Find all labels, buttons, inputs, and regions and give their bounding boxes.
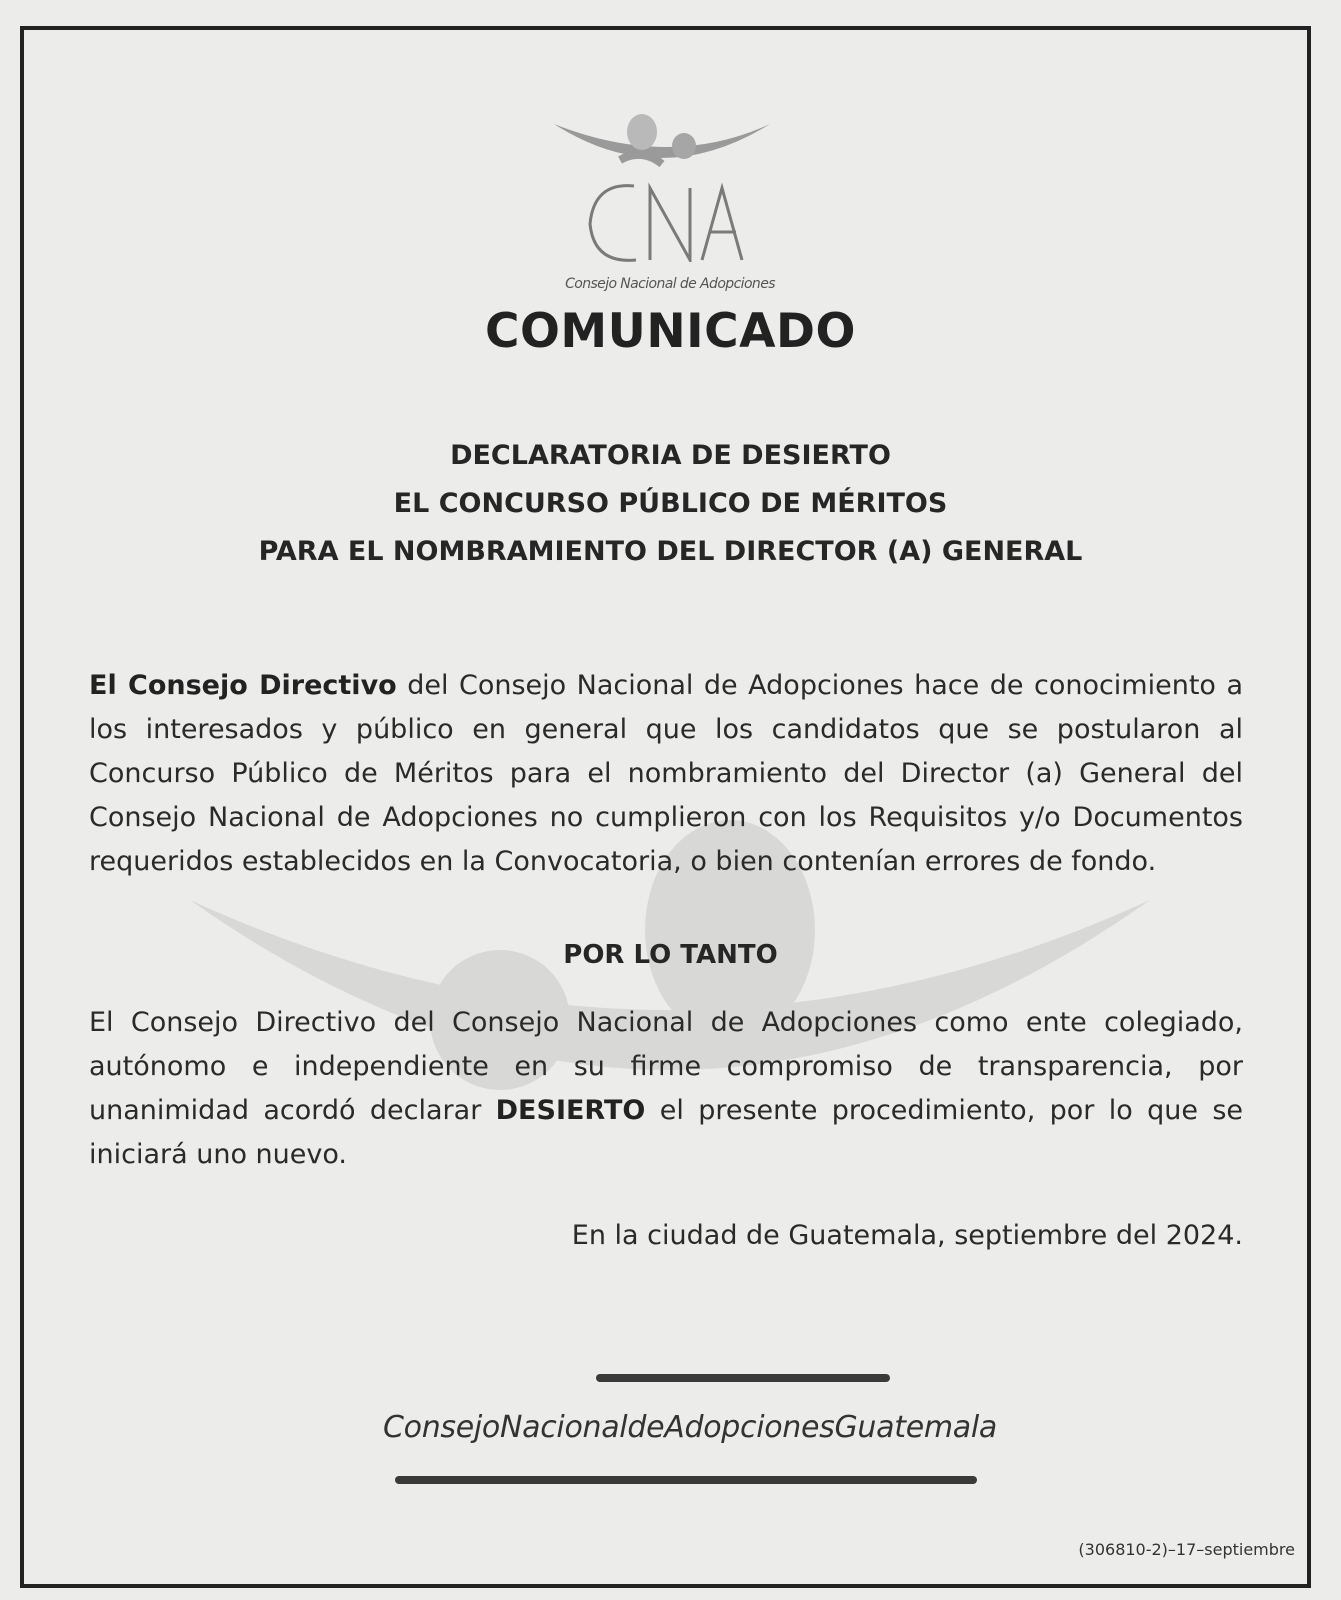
cna-logo [550, 112, 790, 302]
subtitle-line-1: DECLARATORIA DE DESIERTO [450, 440, 891, 471]
notice-title: COMUNICADO [484, 304, 857, 359]
paragraph-1-bold-lead: El Consejo Directivo [89, 670, 397, 701]
paragraph-2-bold: DESIERTO [495, 1095, 646, 1126]
cna-logo-icon [550, 112, 790, 262]
dateline: En la ciudad de Guatemala, septiembre del 2024. [571, 1220, 1243, 1251]
subtitle-line-3: PARA EL NOMBRAMIENTO DEL DIRECTOR (A) GENERAL [258, 536, 1083, 567]
publication-reference: (306810-2)–17–septiembre [1078, 1540, 1295, 1559]
subtitle-line-2: EL CONCURSO PÚBLICO DE MÉRITOS [393, 488, 948, 519]
paragraph-2 [89, 1001, 1243, 1177]
signature-rule-bottom [395, 1476, 977, 1484]
paragraph-2-text-after: el presente procedimiento, por lo que se iniciará uno nuevo. [89, 1095, 1243, 1170]
logo-caption: Consejo Nacional de Adopciones [565, 276, 775, 292]
paragraph-1-text: del Consejo Nacional de Adopciones hace de conocimiento a los interesados y público en general que los candidatos que se postularon al Concurso Público de Méritos para el nombramiento del Director (a) General del Consejo Nacional de Adopciones no cumplieron con los Requisitos y/o Documentos requeridos establecidos en la Convocatoria, o bien contenían errores de fondo. [89, 670, 1243, 877]
paragraph-2-text-before: El Consejo Directivo del Consejo Nacional de Adopciones como ente colegiado, autónomo e independiente en su firme compromiso de transparencia, por unanimidad acordó declarar [89, 1007, 1243, 1126]
signature: ConsejoNacionaldeAdopcionesGuatemala [383, 1410, 997, 1445]
signature-rule-top [596, 1374, 890, 1382]
por-lo-tanto-heading: POR LO TANTO [563, 940, 778, 970]
paragraph-1 [89, 664, 1243, 884]
